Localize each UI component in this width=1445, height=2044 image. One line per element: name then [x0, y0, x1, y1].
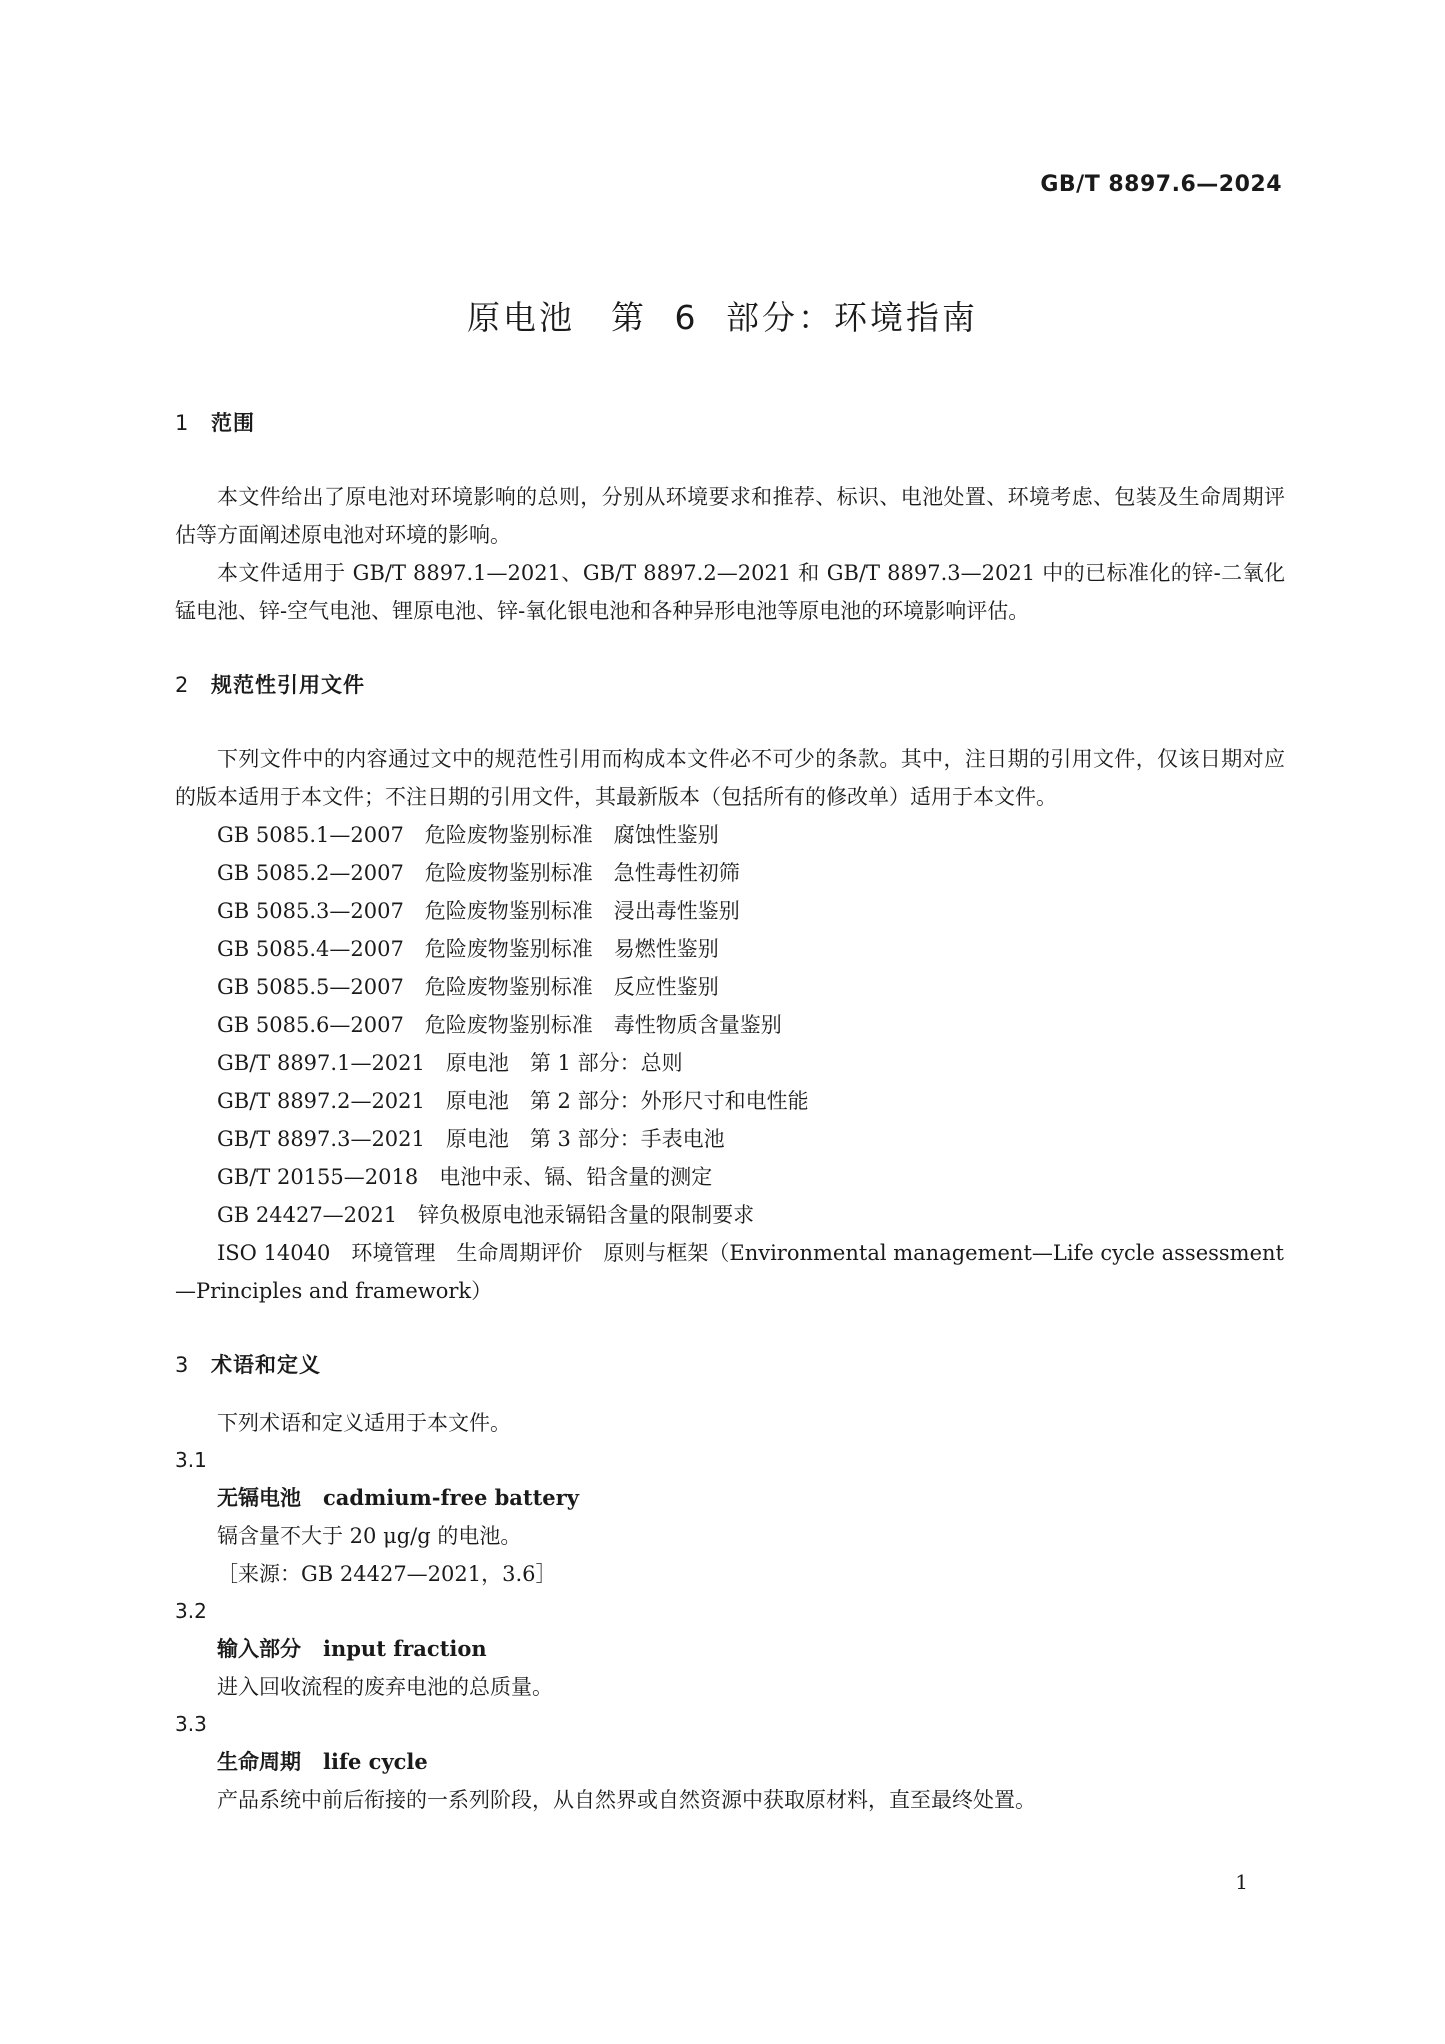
- term-name: [175, 1479, 1285, 1517]
- reference-list: [175, 816, 1285, 1310]
- reference-item: GB 5085.6—2007 危险废物鉴别标准 毒性物质含量鉴别: [217, 1013, 782, 1037]
- scope-paragraph: 本文件适用于 GB/T 8897.1—2021、GB/T 8897.2—2021 和 GB/T 8897.3—2021 中的已标准化的锌-二氧化锰电池、锌-空气电池、锂原电池、锌-氧化银电池和各种异形电池等原电池的环境影响评估。: [175, 561, 1285, 623]
- term-name-en: input fraction: [323, 1636, 487, 1661]
- term-entry: [175, 1706, 1285, 1819]
- term-name: [175, 1743, 1285, 1781]
- references-intro: 下列文件中的内容通过文中的规范性引用而构成本文件必不可少的条款。其中，注日期的引用文件，仅该日期对应的版本适用于本文件；不注日期的引用文件，其最新版本（包括所有的修改单）适用于本文件。: [175, 747, 1285, 809]
- term-name: [175, 1630, 1285, 1668]
- term-name-cn: 无镉电池: [217, 1486, 301, 1510]
- term-entry: [175, 1593, 1285, 1706]
- reference-item-iso: ISO 14040 环境管理 生命周期评价 原则与框架（Environmental management—Life cycle assessment—Principles and framework）: [175, 1241, 1284, 1303]
- term-source: ［来源：GB 24427—2021，3.6］: [217, 1562, 557, 1586]
- term-number: 3.1: [175, 1448, 207, 1472]
- standard-code: GB/T 8897.6—2024: [1040, 172, 1282, 197]
- term-definition: 进入回收流程的废弃电池的总质量。: [217, 1675, 553, 1699]
- document-title: 原电池 第 6 部分：环境指南: [467, 298, 978, 337]
- reference-item: GB/T 8897.2—2021 原电池 第 2 部分：外形尺寸和电性能: [217, 1089, 809, 1113]
- terms-intro: 下列术语和定义适用于本文件。: [217, 1411, 511, 1435]
- section-heading-terms: [175, 1350, 1285, 1380]
- reference-item: GB 5085.1—2007 危险废物鉴别标准 腐蚀性鉴别: [217, 823, 719, 847]
- term-entry: [175, 1442, 1285, 1593]
- reference-item: GB/T 8897.1—2021 原电池 第 1 部分：总则: [217, 1051, 683, 1075]
- section-heading-normative-references: [175, 670, 1285, 700]
- reference-item: GB 24427—2021 锌负极原电池汞镉铅含量的限制要求: [217, 1203, 755, 1227]
- reference-item: GB 5085.4—2007 危险废物鉴别标准 易燃性鉴别: [217, 937, 719, 961]
- document-body: [175, 408, 1285, 1819]
- section-number: 2: [175, 673, 190, 697]
- term-name-en: life cycle: [323, 1749, 428, 1774]
- section-number: 3: [175, 1353, 190, 1377]
- section-title: 范围: [211, 411, 255, 435]
- section-heading-scope: [175, 408, 1285, 438]
- term-definition: 产品系统中前后衔接的一系列阶段，从自然界或自然资源中获取原材料，直至最终处置。: [217, 1788, 1036, 1812]
- page-number: 1: [1235, 1870, 1248, 1894]
- reference-item: GB 5085.5—2007 危险废物鉴别标准 反应性鉴别: [217, 975, 719, 999]
- reference-item: GB/T 20155—2018 电池中汞、镉、铅含量的测定: [217, 1165, 713, 1189]
- term-number: 3.3: [175, 1712, 207, 1736]
- reference-item: GB 5085.2—2007 危险废物鉴别标准 急性毒性初筛: [217, 861, 740, 885]
- term-name-en: cadmium-free battery: [323, 1485, 579, 1510]
- term-name-cn: 输入部分: [217, 1637, 301, 1661]
- section-title: 规范性引用文件: [211, 673, 365, 697]
- reference-item: GB 5085.3—2007 危险废物鉴别标准 浸出毒性鉴别: [217, 899, 740, 923]
- section-title: 术语和定义: [211, 1353, 321, 1377]
- term-definition: 镉含量不大于 20 μg/g 的电池。: [217, 1524, 522, 1548]
- scope-paragraph: 本文件给出了原电池对环境影响的总则，分别从环境要求和推荐、标识、电池处置、环境考虑、包装及生命周期评估等方面阐述原电池对环境的影响。: [175, 485, 1285, 547]
- section-number: 1: [175, 411, 190, 435]
- term-name-cn: 生命周期: [217, 1750, 301, 1774]
- reference-item: GB/T 8897.3—2021 原电池 第 3 部分：手表电池: [217, 1127, 725, 1151]
- term-number: 3.2: [175, 1599, 207, 1623]
